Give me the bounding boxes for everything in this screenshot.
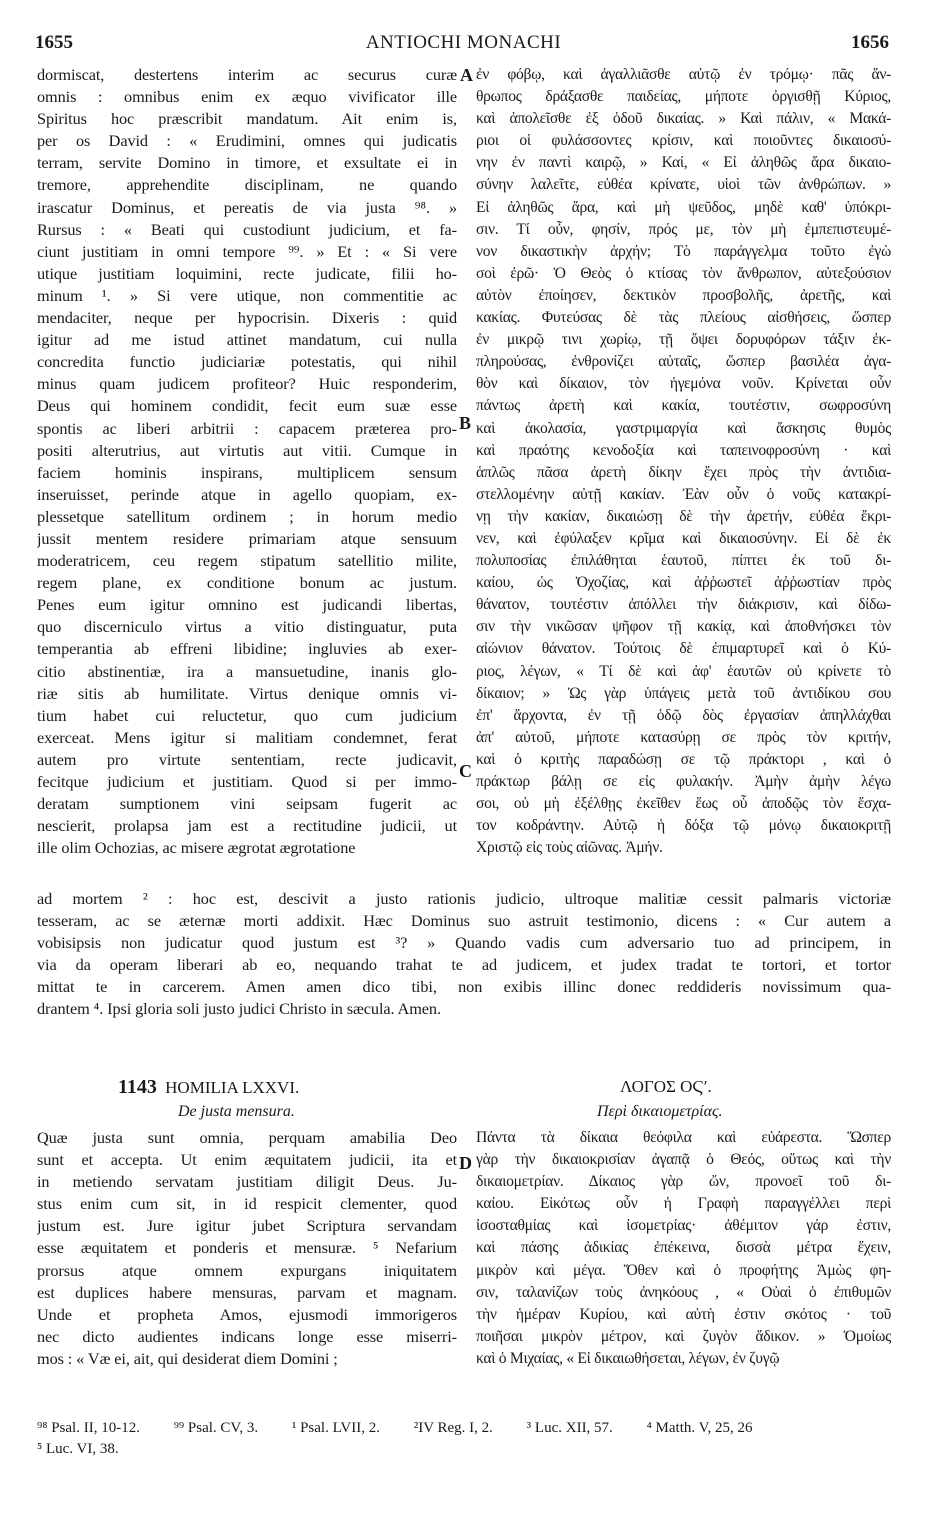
text-line: σιν τὴν νικῶσαν ψῆφον τῇ κακίᾳ, καὶ ἀποθνήσκει τὸν <box>476 618 891 636</box>
text-line: esse æquitatem et ponderis et mensuræ. ⁵ Nefarium <box>37 1238 457 1258</box>
text-line: δίκαιον; » Ὡς γὰρ ὑπάγεις μετὰ τοῦ ἀντιδίκου σου <box>476 684 891 702</box>
page-number-left: 1655 <box>35 32 73 53</box>
text-line: sunt et accepta. Ut enim æquitatem judicii, ita et <box>37 1150 457 1170</box>
text-line: tium habet cui reluctetur, quo cum judicium <box>37 705 457 725</box>
latin-column-lower <box>37 1127 457 1370</box>
text-line: positi alterutrius, aut virtutis aut vitii. Cumque in <box>37 440 457 460</box>
text-line: πράκτωρ βάλῃ σε εἰς φυλακήν. Ἀμὴν ἀμὴν λέγω <box>476 773 891 790</box>
margin-marker-c: C <box>459 761 472 781</box>
text-line: citio abstinentiæ, ira a mansuetudine, inanis glo- <box>37 661 457 681</box>
text-line: plessetque satellitum ordinem ; in horum medio <box>37 506 457 526</box>
text-line: Spiritus hoc præscribit mandatum. Ait enim is, <box>37 109 457 129</box>
text-line: Χριστῷ εἰς τοὺς αἰῶνας. Ἀμήν. <box>476 839 663 857</box>
text-line: utique justitiam loquimini, recte judicate, filii ho- <box>37 263 457 283</box>
text-line: regem plane, ex conditione bonum ac justum. <box>37 573 457 593</box>
footnote: ¹ Psal. LVII, 2. <box>291 1420 380 1436</box>
text-line: νον δικαστικὴν ἀρχήν; Τὸ παράγγελμα τοῦτο ἐγὼ <box>476 242 891 260</box>
text-line: ἰσοσταθμίας καὶ ἰσομετρίας· ἀθέμιτον γάρ ἐστιν, <box>476 1217 891 1235</box>
text-line: ad mortem ² : hoc est, descivit a justo rationis judicio, ultroque malitiæ cessit palmaris victoriæ <box>37 889 891 908</box>
footnote: ⁹⁹ Psal. CV, 3. <box>173 1420 259 1436</box>
footnote: ⁵ Luc. VI, 38. <box>37 1441 119 1457</box>
text-line: via da operam liberari ab eo, nequando trahat te ad judicem, et judex tradat te tortori, et tortor <box>37 955 891 975</box>
text-line: stus enim cum sit, in id respicit clementer, quod <box>37 1194 457 1214</box>
text-line: ille olim Ochozias, ac misere ægrotat ægrotatione <box>37 838 356 858</box>
text-line: faciem hominis inspirans, multiplicem sensum <box>37 462 457 482</box>
text-line: αὐτὸν ἐποίησεν, δεκτικὸν προσβολῆς, ἀρετῆς, καὶ <box>476 286 891 304</box>
text-line: autem pro virtute sententiam, recte judicavit, <box>37 749 457 769</box>
text-line: prorsus atque omnem expurgans iniquitatem <box>37 1260 457 1280</box>
text-line: ciunt justitiam in omni tempore ⁹⁹. » Et : « Si vere <box>37 241 457 261</box>
greek-column-lower <box>476 1127 891 1370</box>
text-line: πληρούσας, ἐνθρονίζει αὐταῖς, ὥσπερ βασιλέα ἀγα- <box>476 353 891 371</box>
text-line: σοὶ ἐρῶ· Ὁ Θεὸς ὁ κτίσας τὸν ἄνθρωπον, αὐτεξούσιον <box>476 264 891 282</box>
text-line: Rursus : « Beati qui custodiunt judicium, et fa- <box>37 219 457 239</box>
footnote-row <box>37 1418 897 1439</box>
text-line: tesseram, ac se æternæ morti addixit. Hæc Dominus suo astruit testimonio, dicens : « Cur autem a <box>37 911 891 931</box>
text-line: νεν, καὶ ἐφύλαξεν κρῖμα καὶ δικαιοσύνην. Εἰ δὲ ἐκ <box>476 529 891 547</box>
text-line: μικρὸν καὶ μέγα. Ὅθεν καὶ ὁ προφήτης Ἀμὼς φη- <box>476 1261 891 1279</box>
text-line: καὶ πάσης ἀδικίας ἐπέκεινα, δισσὰ μέτρα ἔχειν, <box>476 1239 891 1257</box>
text-line: jussit mentem residere primariam atque sensuum <box>37 528 457 548</box>
text-line: τον κοδράντην. Αὐτῷ ἡ δόξα τῷ μόνῳ δικαιοκριτῇ <box>476 817 891 835</box>
text-line: πάντως ἀρετὴ καὶ κακία, τουτέστιν, σωφροσύνη <box>476 397 891 415</box>
text-line: σιν. Τί οὖν, φησίν, πρός με, τὸν μὴ ἐμπεπιστευμέ- <box>476 220 891 238</box>
text-line: irascatur Dominus, et pereatis de via justa ⁹⁸. » <box>37 197 457 217</box>
text-line: θάνατον, τουτέστιν ἀπόλλει τὴν διάκρισιν, καὶ δίδω- <box>476 596 891 614</box>
text-line: terram, servite Domino in timore, et exsultate ei in <box>37 153 457 173</box>
text-line: ἐν μικρῷ τινι χωρίῳ, τῇ ὄψει δορυφόρων τάξιν ἐκ- <box>476 331 891 349</box>
text-line: ἀπ' αὐτοῦ, μήποτε κατασύρῃ σε πρὸς τὸν κριτήν, <box>476 728 891 746</box>
footnote-row <box>37 1439 897 1460</box>
text-line: nescierit, prolapsa jam est a rectitudine judicii, ut <box>37 816 457 836</box>
greek-homily-subtitle: Περὶ δικαιομετρίας. <box>597 1103 723 1120</box>
text-line: καὶ πραότης κενοδοξία καὶ ταπεινοφροσύνη · καὶ <box>476 441 891 459</box>
text-line: tremore, apprehendite disciplinam, ne quando <box>37 175 457 195</box>
footnote: ⁴ Matth. V, 25, 26 <box>646 1420 753 1436</box>
text-line: ἁπλῶς πᾶσα ἀρετὴ δίκην ἔχει πρὸς τὴν ἀντιδια- <box>476 463 891 481</box>
text-line: Πάντα τὰ δίκαια θεόφιλα καὶ εὐάρεστα. Ὥσπερ <box>476 1129 891 1146</box>
text-line: θρωπος δράξασθε παιδείας, μήποτε ὀργισθῇ Κύριος, <box>476 88 891 106</box>
text-line: mittat te in carcerem. Amen amen dico tibi, non exibis illinc donec reddideris novissimum qua- <box>37 977 891 997</box>
text-line: σοι, οὐ μὴ ἐξέλθῃς ἐκεῖθεν ἕως οὗ ἀποδῷς τὸν ἔσχα- <box>476 795 891 813</box>
full-width-paragraph <box>37 888 891 1021</box>
latin-homily-subtitle: De justa mensura. <box>178 1103 295 1120</box>
text-line: Penes eum igitur omnino est judicandi libertas, <box>37 595 457 615</box>
text-line: minum ¹. » Si vere utique, non commentitie ac <box>37 285 457 305</box>
text-line: dormiscat, destertens interim ac securus curæ <box>37 65 457 84</box>
text-line: πολυποσίας ἐπιλάθηται ἑαυτοῦ, πίπτει ἐκ τοῦ δι- <box>476 552 891 570</box>
text-line: vobisipsis non judicatur quod justum est ³? » Quando vadis cum adversario tuo ad principem, in <box>37 933 891 953</box>
text-line: per os David : « Erudimini, omnes qui judicatis <box>37 131 457 151</box>
text-line: inseruisset, perinde atque in agello quopiam, ex- <box>37 484 457 504</box>
text-line: ποιῆσαι μικρὸν μέτρον, καὶ ζυγὸν ἄδικον. » Ὁμοίως <box>476 1327 891 1345</box>
text-line: δικαιομετρίαν. Δίκαιος γὰρ ὤν, προνοεῖ τοῦ δι- <box>476 1173 891 1191</box>
text-line: ριος, λέγων, « Τί δὲ καὶ ἀφ' ἑαυτῶν οὐ κρίνετε τὸ <box>476 662 891 680</box>
text-line: καὶ ἀπολεῖσθε ἐξ ὁδοῦ δικαίας. » Καὶ πάλιν, « Μακά- <box>476 110 891 128</box>
text-line: νῃ τὴν κακίαν, δικαιώσῃ δὲ τὴν ἀρετήν, εὐθέα ἔκρι- <box>476 507 891 525</box>
text-line: σύνην λαλεῖτε, εὐθέα κρίνατε, υἱοὶ τῶν ἀνθρώπων. » <box>476 176 891 194</box>
text-line: nec dicto audientes indicans longe esse miserri- <box>37 1326 457 1346</box>
text-line: καίου, ὡς Ὀχοζίας, καὶ ἀῤῥωστεῖ ἀῤῥωστίαν πρὸς <box>476 574 891 592</box>
footnote: ⁹⁸ Psal. II, 10-12. <box>37 1420 140 1436</box>
text-line: moderatricem, ceu regem stipatum satellitio milite, <box>37 551 457 571</box>
text-line: Quæ justa sunt omnia, perquam amabilia Deo <box>37 1128 457 1147</box>
footnote: ²IV Reg. I, 2. <box>413 1420 493 1436</box>
text-line: temperantia ab effreni libidine; ingluvies ab exer- <box>37 639 457 659</box>
text-line: riæ sitis ab humilitate. Virtus denique omnis vi- <box>37 683 457 703</box>
text-line: Deus qui hominem condidit, fecit eum suæ esse <box>37 396 457 416</box>
text-line: καὶ ὁ Μιχαίας, « Εἰ δικαιωθήσεται, λέγων, ἐν ζυγῷ <box>476 1349 780 1367</box>
text-line: Εἰ ἀληθῶς ἄρα, καὶ μὴ ψεῦδος, μηδὲ καθ' ὑπόκρι- <box>476 198 891 216</box>
footnote: ³ Luc. XII, 57. <box>526 1420 613 1436</box>
text-line: in metiendo servatam justitiam diligit Deus. Ju- <box>37 1172 457 1192</box>
footnotes <box>37 1418 897 1460</box>
greek-homily-title: ΛΟΓΟΣ ΟϚʹ. <box>620 1077 712 1096</box>
text-line: ἐν φόβῳ, καὶ ἀγαλλιᾶσθε αὐτῷ ἐν τρόμῳ· πᾶς ἄν- <box>476 66 891 83</box>
text-line: quo discerniculo virtus a vitio distinguatur, puta <box>37 617 457 637</box>
text-line: καὶ ἀκολασία, γαστριμαργία καὶ ἄσκησις θυμὸς <box>476 419 891 437</box>
text-line: ριοι οἱ φυλάσσοντες κρίσιν, καὶ ποιοῦντες δικαιοσύ- <box>476 132 891 150</box>
text-line: ἐπ' ἄρχοντα, ἐν τῇ ὁδῷ δὸς ἐργασίαν ἀπηλλάχθαι <box>476 706 891 724</box>
text-line: spontis ac liberi arbitrii : capacem præterea pro- <box>37 418 457 438</box>
text-line: igitur ad me istud attinet mandatum, cui nulla <box>37 330 457 350</box>
text-line: est duplices habere mensuras, parvam et magnam. <box>37 1282 457 1302</box>
text-line: αἰώνιον θάνατον. Τούτοις δὲ ἐπιμαρτυρεῖ καὶ ὁ Κύ- <box>476 640 891 658</box>
text-line: mos : « Væ ei, ait, qui desiderat diem Domini ; <box>37 1348 338 1368</box>
text-line: minus quam judicem profiteor? Huic responderim, <box>37 374 457 394</box>
text-line: drantem ⁴. Ipsi gloria soli justo judici Christo in sæcula. Amen. <box>37 999 441 1019</box>
text-line: concredita functio judiciariæ potestatis, qui nihil <box>37 352 457 372</box>
text-line: στελλομένην αὐτῇ κακίαν. Ἐὰν οὖν ὁ νοῦς κατακρί- <box>476 485 891 503</box>
column-number: 1143 <box>118 1076 157 1098</box>
text-line: Unde et propheta Amos, ejusmodi immorigeros <box>37 1304 457 1324</box>
text-line: omnis : omnibus enim ex æquo vivificator ille <box>37 87 457 107</box>
text-line: exerceat. Mens igitur si malitiam condemnet, ferat <box>37 727 457 747</box>
text-line: mendaciter, neque per hypocrisin. Dixeris : quid <box>37 308 457 328</box>
margin-marker-b: B <box>459 413 472 433</box>
text-line: νην ἐν παντὶ καιρῷ, » Καί, « Εἰ ἀληθῶς ἄρα δικαιο- <box>476 154 891 172</box>
text-line: καίου. Εἰκότως οὖν ἡ Γραφὴ παραγγέλλει περὶ <box>476 1195 891 1213</box>
latin-column-upper <box>37 64 457 859</box>
latin-homily-heading <box>118 1074 299 1100</box>
margin-marker-d: D <box>459 1153 472 1173</box>
running-title: ANTIOCHI MONACHI <box>365 32 562 53</box>
text-line: θὸν καὶ δίκαιον, τὸν ἡγεμόνα νοῦν. Κρίνεται οὖν <box>476 375 891 393</box>
greek-column-upper <box>476 64 891 859</box>
text-line: τὴν ἡμέραν Κυρίου, καὶ αὐτὴ ἐστιν σκότος · τοῦ <box>476 1305 891 1323</box>
text-line: deratam sumptionem vini seipsam fugerit ac <box>37 794 457 814</box>
page-number-right: 1656 <box>851 32 889 53</box>
text-line: κακίας. Φυτεύσας δὲ τὰς πλείους αἰσθήσεις, ὥσπερ <box>476 309 891 327</box>
text-line: fecitque judicium et justitiam. Quod si per immo- <box>37 772 457 791</box>
latin-homily-title: HOMILIA LXXVI. <box>165 1078 300 1097</box>
text-line: σιν, ταλανίζων τοὺς ἀνηκόους , « Οὐαὶ ὁ ἐπιθυμῶν <box>476 1283 891 1301</box>
margin-marker-a: A <box>460 65 473 85</box>
text-line: justum est. Jure igitur jubet Scriptura servandam <box>37 1216 457 1236</box>
text-line: γὰρ τὴν δικαιοκρισίαν ἀγαπᾷ ὁ Θεός, οὕτως καὶ τὴν <box>476 1151 891 1169</box>
text-line: καὶ ὁ κριτὴς παραδώσῃ σε τῷ πράκτορι , καὶ ὁ <box>476 750 891 768</box>
